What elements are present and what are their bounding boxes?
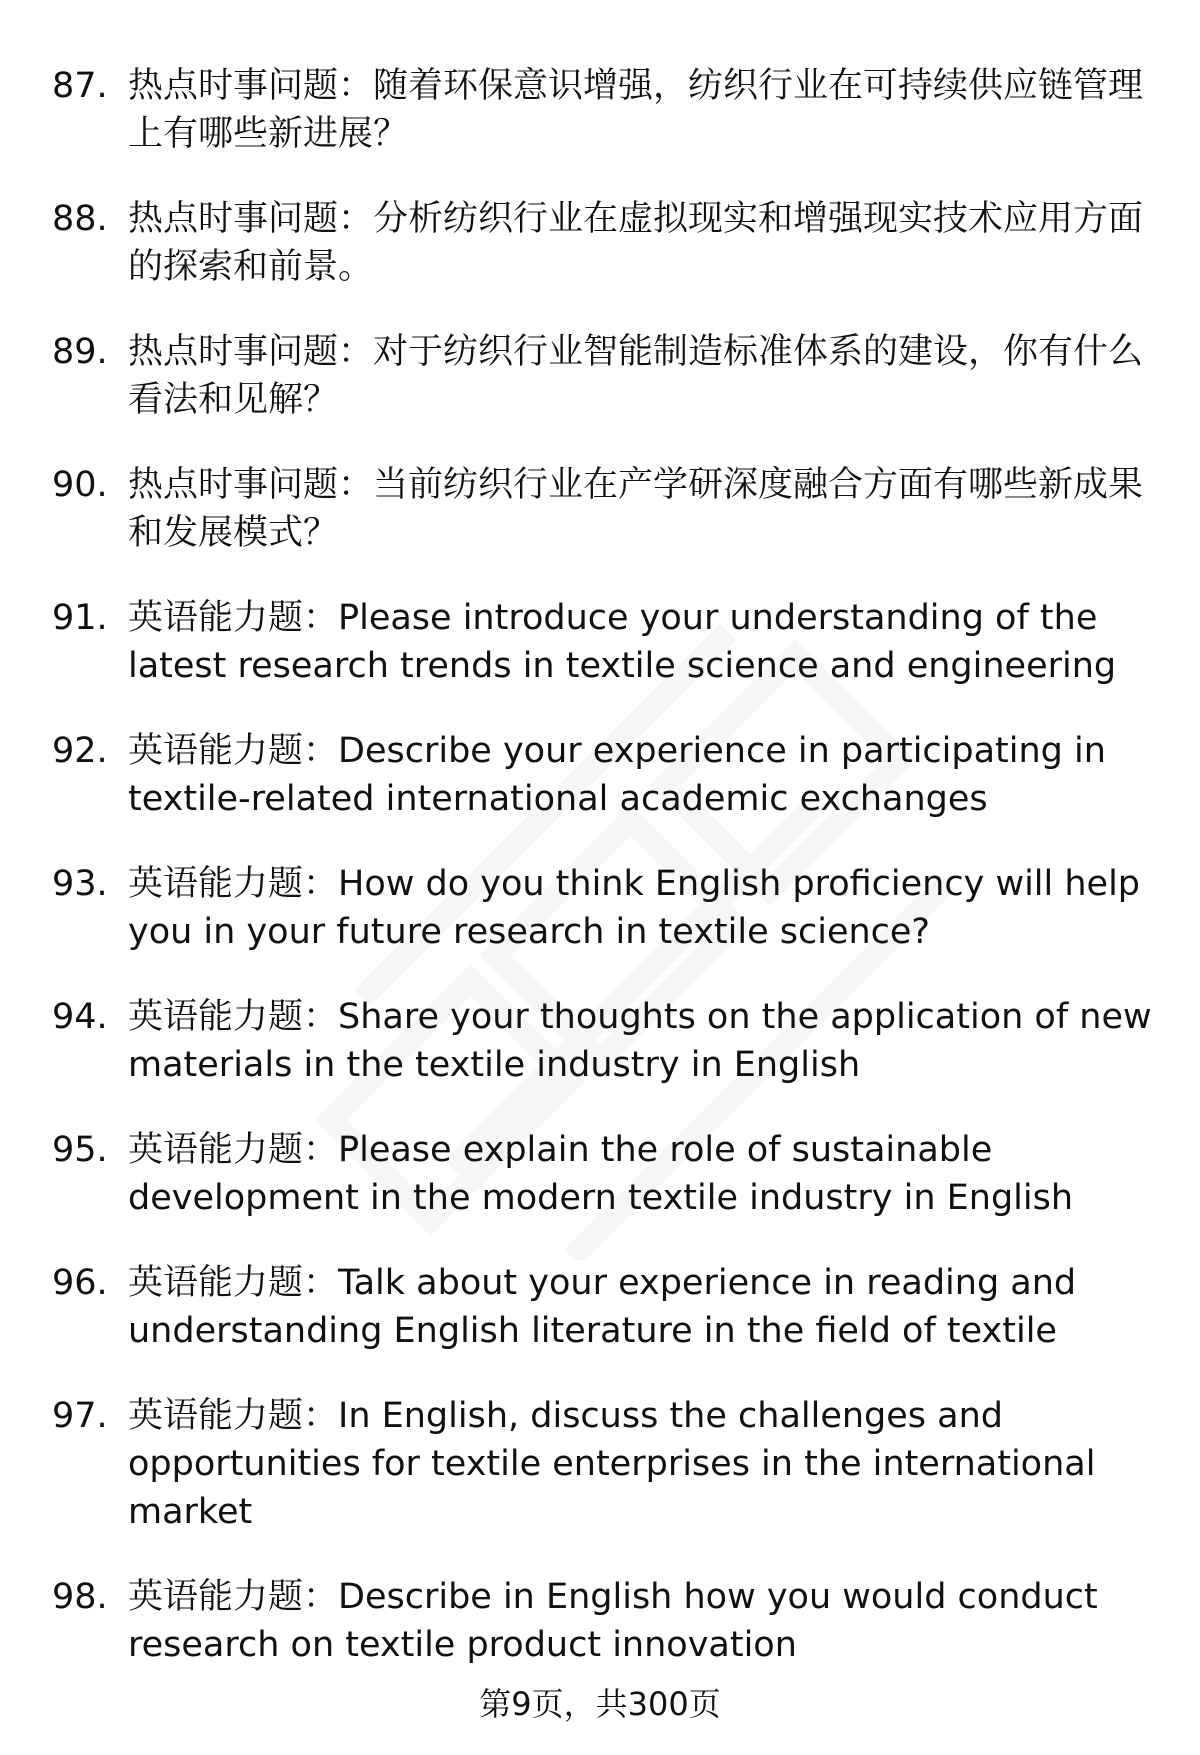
question-text: 英语能力题：Talk about your experience in reading and understanding English literature in the field of textile (128, 1263, 1077, 1351)
question-item-96 (52, 1259, 1152, 1355)
question-text: 英语能力题：Share your thoughts on the application of new materials in the textile industry in English (128, 997, 1152, 1085)
question-text: 热点时事问题：随着环保意识增强，纺织行业在可持续供应链管理上有哪些新进展？ (128, 66, 1144, 154)
question-number: 88. (52, 199, 108, 239)
question-item-93 (52, 860, 1152, 956)
question-text: 英语能力题：Describe your experience in participating in textile-related international academic exchanges (128, 731, 1106, 819)
question-number: 97. (52, 1396, 108, 1436)
question-number: 96. (52, 1263, 108, 1303)
question-item-90 (52, 461, 1152, 557)
question-text: 英语能力题：Please introduce your understanding of the latest research trends in textile science and engineering (128, 598, 1117, 686)
question-item-88 (52, 195, 1152, 291)
question-text: 热点时事问题：对于纺织行业智能制造标准体系的建设，你有什么看法和见解？ (128, 332, 1144, 420)
question-number: 90. (52, 465, 108, 505)
question-number: 89. (52, 332, 108, 372)
question-item-95 (52, 1126, 1152, 1222)
question-list (52, 62, 1152, 1706)
question-text: 热点时事问题：分析纺织行业在虚拟现实和增强现实技术应用方面的探索和前景。 (128, 199, 1144, 287)
question-item-94 (52, 993, 1152, 1089)
question-item-91 (52, 594, 1152, 690)
question-number: 94. (52, 997, 108, 1037)
question-text: 英语能力题：Please explain the role of sustainable development in the modern textile industry in English (128, 1130, 1074, 1218)
question-text: 英语能力题：How do you think English proficiency will help you in your future research in textile science? (128, 864, 1141, 952)
question-item-97 (52, 1392, 1152, 1536)
question-number: 92. (52, 731, 108, 771)
question-number: 95. (52, 1130, 108, 1170)
question-item-87 (52, 62, 1152, 158)
question-text: 热点时事问题：当前纺织行业在产学研深度融合方面有哪些新成果和发展模式？ (128, 465, 1144, 553)
question-number: 93. (52, 864, 108, 904)
page-footer: 第9页，共300页 (479, 1685, 721, 1723)
question-number: 91. (52, 598, 108, 638)
question-number: 87. (52, 66, 108, 106)
question-text: 英语能力题：In English, discuss the challenges and opportunities for textile enterprises in the international market (128, 1396, 1096, 1532)
question-item-98 (52, 1573, 1152, 1669)
question-text: 英语能力题：Describe in English how you would conduct research on textile product innovation (128, 1577, 1098, 1665)
question-item-92 (52, 727, 1152, 823)
question-number: 98. (52, 1577, 108, 1617)
question-item-89 (52, 328, 1152, 424)
